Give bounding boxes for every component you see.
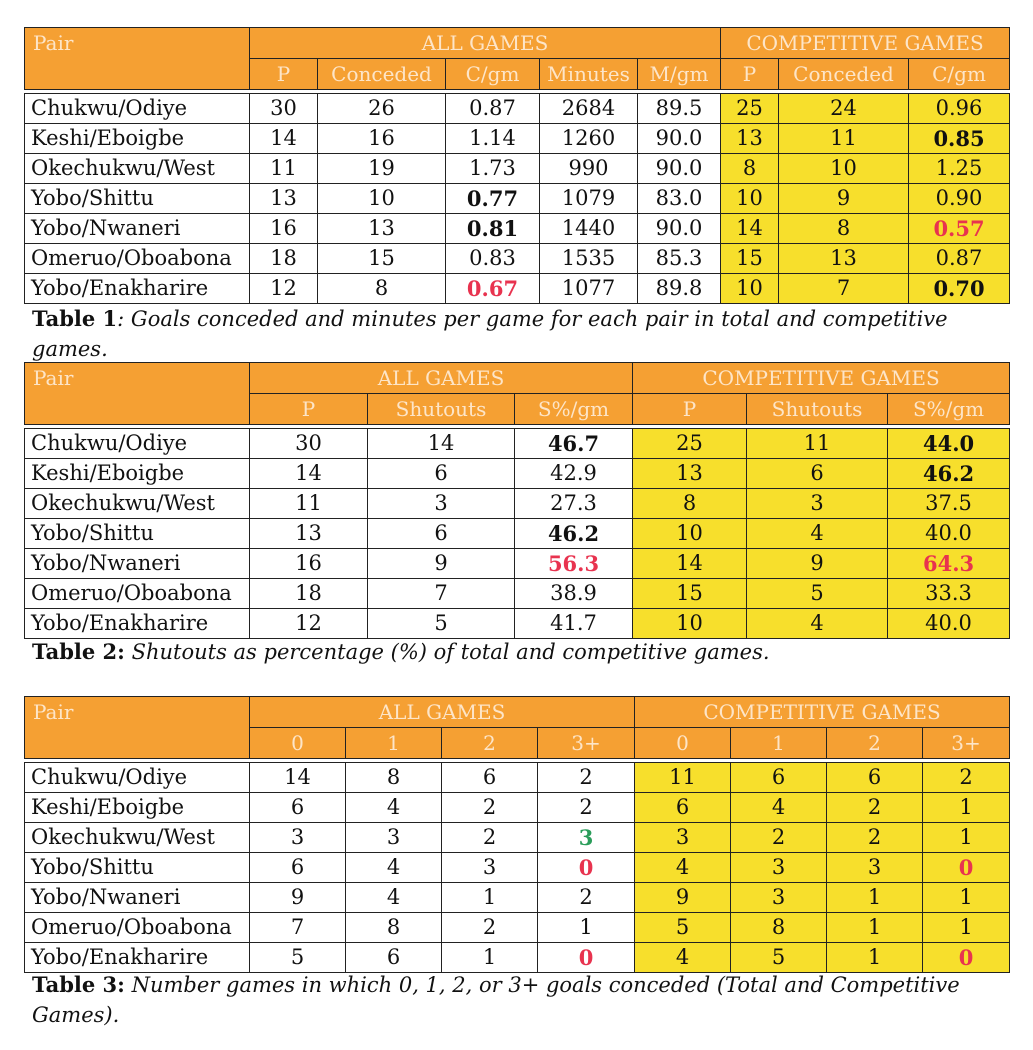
pair-name: Yobo/Shittu	[25, 853, 250, 883]
table-row	[25, 274, 1010, 304]
table-row	[25, 429, 1010, 459]
table-cell: 6	[368, 519, 515, 549]
table-cell: 4	[346, 793, 442, 823]
caption-text: : Goals conceded and minutes per game for each pair in total and competitive games.	[32, 307, 948, 361]
table-cell: 10	[779, 154, 909, 184]
pair-name: Yobo/Shittu	[25, 519, 250, 549]
all-games-header: ALL GAMES	[250, 697, 635, 728]
table-cell: 90.0	[638, 214, 721, 244]
table-cell: 4	[346, 883, 442, 913]
pair-header: Pair	[25, 28, 250, 90]
table-cell: 37.5	[888, 489, 1010, 519]
table-row	[25, 489, 1010, 519]
column-header: Shutouts	[368, 394, 515, 425]
table-cell: 89.5	[638, 94, 721, 124]
table-cell: 90.0	[638, 124, 721, 154]
table-cell: 6	[368, 459, 515, 489]
table-cell: 64.3	[888, 549, 1010, 579]
table-row	[25, 579, 1010, 609]
all-games-header: ALL GAMES	[250, 28, 721, 59]
table-cell: 0	[538, 853, 635, 883]
caption-label: Table 3:	[32, 972, 125, 997]
table-cell: 1077	[540, 274, 638, 304]
column-header: S%/gm	[515, 394, 633, 425]
table-cell: 4	[747, 519, 888, 549]
table-cell: 3	[731, 853, 827, 883]
table-cell: 6	[250, 853, 346, 883]
table-cell: 46.7	[515, 429, 633, 459]
table-cell: 0	[923, 853, 1010, 883]
table-cell: 13	[779, 244, 909, 274]
column-header: 3+	[923, 728, 1010, 759]
caption-text: Shutouts as percentage (%) of total and competitive games.	[124, 640, 770, 664]
table-row	[25, 124, 1010, 154]
table-cell: 83.0	[638, 184, 721, 214]
pair-name: Yobo/Enakharire	[25, 943, 250, 973]
competitive-games-header: COMPETITIVE GAMES	[635, 697, 1010, 728]
column-header: 3+	[538, 728, 635, 759]
column-header: P	[633, 394, 747, 425]
table-cell: 10	[721, 274, 779, 304]
table-cell: 2684	[540, 94, 638, 124]
table-cell: 5	[250, 943, 346, 973]
table-cell: 6	[250, 793, 346, 823]
table-cell: 30	[250, 429, 368, 459]
table-cell: 25	[633, 429, 747, 459]
pair-name: Chukwu/Odiye	[25, 763, 250, 793]
table-row	[25, 883, 1010, 913]
pair-name: Yobo/Nwaneri	[25, 883, 250, 913]
table-cell: 0.77	[446, 184, 540, 214]
table-cell: 25	[721, 94, 779, 124]
table-cell: 0	[538, 943, 635, 973]
table-cell: 3	[747, 489, 888, 519]
pair-name: Yobo/Enakharire	[25, 609, 250, 639]
table-cell: 0.87	[909, 244, 1010, 274]
table-cell: 16	[250, 549, 368, 579]
table-cell: 1.14	[446, 124, 540, 154]
table-cell: 0.70	[909, 274, 1010, 304]
table-2-container	[24, 362, 1009, 639]
table-cell: 6	[346, 943, 442, 973]
caption-text: Number games in which 0, 1, 2, or 3+ goals conceded (Total and Competitive Games).	[32, 973, 960, 1027]
column-header: P	[250, 59, 318, 90]
table-cell: 1	[538, 913, 635, 943]
table-cell: 8	[346, 763, 442, 793]
column-header: C/gm	[446, 59, 540, 90]
table-cell: 1	[923, 883, 1010, 913]
table-row	[25, 549, 1010, 579]
table-cell: 7	[250, 913, 346, 943]
table-cell: 3	[731, 883, 827, 913]
pair-name: Okechukwu/West	[25, 823, 250, 853]
table-cell: 5	[747, 579, 888, 609]
table-cell: 19	[318, 154, 446, 184]
table-1-container	[24, 27, 1009, 304]
table-cell: 13	[250, 519, 368, 549]
table-cell: 8	[779, 214, 909, 244]
table-cell: 1	[442, 943, 538, 973]
pair-name: Omeruo/Oboabona	[25, 579, 250, 609]
table-cell: 1.25	[909, 154, 1010, 184]
table-cell: 11	[250, 154, 318, 184]
table-cell: 1079	[540, 184, 638, 214]
table-row	[25, 154, 1010, 184]
competitive-games-header: COMPETITIVE GAMES	[721, 28, 1010, 59]
table-cell: 40.0	[888, 609, 1010, 639]
table-cell: 2	[538, 793, 635, 823]
pair-name: Chukwu/Odiye	[25, 429, 250, 459]
table-cell: 2	[923, 763, 1010, 793]
table-cell: 15	[633, 579, 747, 609]
table-row	[25, 244, 1010, 274]
table-cell: 33.3	[888, 579, 1010, 609]
table-cell: 2	[538, 763, 635, 793]
table-3-caption	[32, 970, 992, 1030]
pair-header: Pair	[25, 363, 250, 425]
table-cell: 56.3	[515, 549, 633, 579]
table-cell: 14	[721, 214, 779, 244]
table-cell: 11	[747, 429, 888, 459]
table-cell: 0.96	[909, 94, 1010, 124]
table-row	[25, 943, 1010, 973]
table-cell: 8	[633, 489, 747, 519]
column-header: 2	[827, 728, 923, 759]
table-cell: 9	[747, 549, 888, 579]
pair-name: Yobo/Enakharire	[25, 274, 250, 304]
pair-name: Omeruo/Oboabona	[25, 244, 250, 274]
table-cell: 9	[779, 184, 909, 214]
column-header: 0	[250, 728, 346, 759]
table-cell: 6	[731, 763, 827, 793]
table-cell: 5	[731, 943, 827, 973]
table-cell: 7	[368, 579, 515, 609]
table-cell: 41.7	[515, 609, 633, 639]
table-cell: 6	[635, 793, 731, 823]
table-cell: 1	[923, 823, 1010, 853]
pair-header: Pair	[25, 697, 250, 759]
table-cell: 10	[318, 184, 446, 214]
table-cell: 8	[318, 274, 446, 304]
table-cell: 13	[250, 184, 318, 214]
table-cell: 85.3	[638, 244, 721, 274]
table-row	[25, 94, 1010, 124]
table-cell: 11	[250, 489, 368, 519]
table-cell: 0	[923, 943, 1010, 973]
column-header: 1	[731, 728, 827, 759]
table-cell: 13	[318, 214, 446, 244]
table-cell: 15	[721, 244, 779, 274]
column-header: Shutouts	[747, 394, 888, 425]
table-1	[24, 27, 1010, 304]
column-header: 2	[442, 728, 538, 759]
table-2	[24, 362, 1010, 639]
table-row	[25, 853, 1010, 883]
table-cell: 14	[368, 429, 515, 459]
table-cell: 11	[779, 124, 909, 154]
table-cell: 18	[250, 244, 318, 274]
table-cell: 3	[827, 853, 923, 883]
table-row	[25, 459, 1010, 489]
table-cell: 6	[442, 763, 538, 793]
pair-name: Keshi/Eboigbe	[25, 459, 250, 489]
table-cell: 7	[779, 274, 909, 304]
all-games-header: ALL GAMES	[250, 363, 633, 394]
table-cell: 44.0	[888, 429, 1010, 459]
table-row	[25, 519, 1010, 549]
table-cell: 89.8	[638, 274, 721, 304]
table-cell: 3	[368, 489, 515, 519]
table-cell: 5	[368, 609, 515, 639]
pair-name: Chukwu/Odiye	[25, 94, 250, 124]
table-cell: 0.67	[446, 274, 540, 304]
table-cell: 16	[318, 124, 446, 154]
table-cell: 12	[250, 609, 368, 639]
pair-name: Yobo/Nwaneri	[25, 214, 250, 244]
table-cell: 0.83	[446, 244, 540, 274]
table-cell: 2	[538, 883, 635, 913]
table-cell: 3	[250, 823, 346, 853]
pair-name: Keshi/Eboigbe	[25, 793, 250, 823]
table-cell: 90.0	[638, 154, 721, 184]
table-cell: 1	[923, 913, 1010, 943]
table-cell: 1535	[540, 244, 638, 274]
column-header: Conceded	[779, 59, 909, 90]
column-header: S%/gm	[888, 394, 1010, 425]
table-cell: 8	[731, 913, 827, 943]
table-cell: 1	[827, 943, 923, 973]
table-cell: 2	[731, 823, 827, 853]
table-cell: 2	[442, 823, 538, 853]
table-cell: 9	[368, 549, 515, 579]
table-cell: 1260	[540, 124, 638, 154]
table-cell: 4	[346, 853, 442, 883]
pair-name: Yobo/Nwaneri	[25, 549, 250, 579]
table-cell: 0.85	[909, 124, 1010, 154]
table-cell: 38.9	[515, 579, 633, 609]
table-cell: 13	[721, 124, 779, 154]
table-cell: 0.90	[909, 184, 1010, 214]
table-cell: 18	[250, 579, 368, 609]
table-cell: 990	[540, 154, 638, 184]
table-cell: 3	[635, 823, 731, 853]
column-header: M/gm	[638, 59, 721, 90]
table-cell: 13	[633, 459, 747, 489]
table-cell: 2	[827, 823, 923, 853]
pair-name: Okechukwu/West	[25, 154, 250, 184]
table-cell: 24	[779, 94, 909, 124]
table-1-caption	[32, 304, 992, 364]
table-cell: 4	[635, 853, 731, 883]
table-cell: 3	[442, 853, 538, 883]
table-cell: 16	[250, 214, 318, 244]
table-row	[25, 184, 1010, 214]
table-cell: 0.57	[909, 214, 1010, 244]
table-cell: 0.81	[446, 214, 540, 244]
table-cell: 46.2	[888, 459, 1010, 489]
table-cell: 10	[633, 519, 747, 549]
table-cell: 5	[635, 913, 731, 943]
pair-name: Yobo/Shittu	[25, 184, 250, 214]
table-cell: 9	[635, 883, 731, 913]
table-cell: 15	[318, 244, 446, 274]
table-cell: 0.87	[446, 94, 540, 124]
table-cell: 6	[747, 459, 888, 489]
caption-label: Table 2:	[32, 639, 125, 664]
table-cell: 14	[633, 549, 747, 579]
column-header: Conceded	[318, 59, 446, 90]
table-cell: 2	[442, 913, 538, 943]
table-cell: 3	[538, 823, 635, 853]
table-cell: 8	[346, 913, 442, 943]
table-row	[25, 609, 1010, 639]
table-cell: 1	[442, 883, 538, 913]
table-row	[25, 913, 1010, 943]
table-cell: 1	[827, 883, 923, 913]
table-row	[25, 793, 1010, 823]
table-cell: 1440	[540, 214, 638, 244]
table-cell: 14	[250, 763, 346, 793]
pair-name: Omeruo/Oboabona	[25, 913, 250, 943]
table-cell: 40.0	[888, 519, 1010, 549]
column-header: P	[721, 59, 779, 90]
caption-label: Table 1	[32, 306, 118, 331]
table-cell: 9	[250, 883, 346, 913]
pair-name: Keshi/Eboigbe	[25, 124, 250, 154]
table-cell: 27.3	[515, 489, 633, 519]
table-cell: 26	[318, 94, 446, 124]
table-cell: 42.9	[515, 459, 633, 489]
table-cell: 14	[250, 459, 368, 489]
table-cell: 10	[633, 609, 747, 639]
table-2-caption	[32, 637, 992, 667]
table-cell: 1	[827, 913, 923, 943]
table-cell: 8	[721, 154, 779, 184]
table-cell: 4	[635, 943, 731, 973]
column-header: Minutes	[540, 59, 638, 90]
table-cell: 3	[346, 823, 442, 853]
column-header: 1	[346, 728, 442, 759]
competitive-games-header: COMPETITIVE GAMES	[633, 363, 1010, 394]
table-row	[25, 823, 1010, 853]
table-cell: 4	[731, 793, 827, 823]
table-row	[25, 214, 1010, 244]
table-cell: 30	[250, 94, 318, 124]
table-cell: 10	[721, 184, 779, 214]
table-cell: 2	[442, 793, 538, 823]
table-3-container	[24, 696, 1009, 973]
column-header: C/gm	[909, 59, 1010, 90]
table-cell: 1	[923, 793, 1010, 823]
table-cell: 46.2	[515, 519, 633, 549]
table-cell: 11	[635, 763, 731, 793]
table-cell: 4	[747, 609, 888, 639]
table-cell: 6	[827, 763, 923, 793]
table-3	[24, 696, 1010, 973]
column-header: 0	[635, 728, 731, 759]
table-cell: 1.73	[446, 154, 540, 184]
table-cell: 14	[250, 124, 318, 154]
table-cell: 12	[250, 274, 318, 304]
pair-name: Okechukwu/West	[25, 489, 250, 519]
table-cell: 2	[827, 793, 923, 823]
table-row	[25, 763, 1010, 793]
column-header: P	[250, 394, 368, 425]
